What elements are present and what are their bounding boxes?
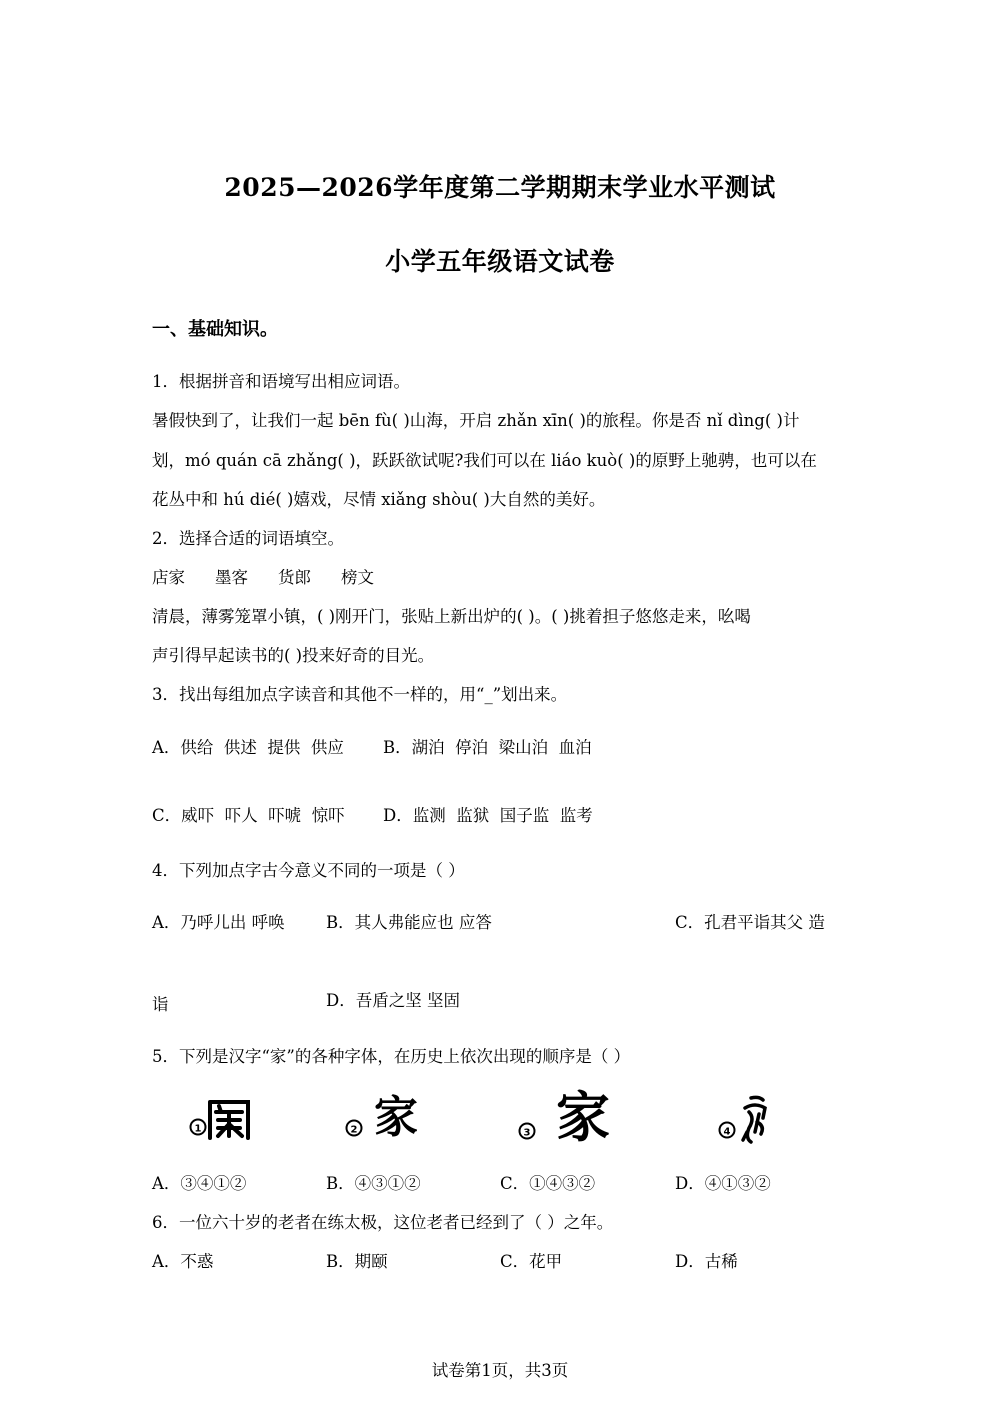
glyph-3-image: [515, 1088, 625, 1148]
q2-line-2: 声引得早起读书的( )投来好奇的目光。: [152, 646, 435, 665]
q6-option-a: A．不惑: [152, 1252, 214, 1271]
q2-stem: 2．选择合适的词语填空。: [152, 529, 344, 548]
q5-option-c: C．①④③②: [500, 1174, 596, 1193]
q5-option-b: B．④③①②: [326, 1174, 421, 1193]
page-footer: 试卷第1页，共3页: [431, 1361, 569, 1380]
q3-option-c: C．威吓 吓人 吓唬 惊吓: [152, 806, 345, 825]
exam-subtitle: 小学五年级语文试卷: [385, 247, 615, 276]
glyph-figure: [180, 1088, 800, 1148]
section-title: 一、基础知识。: [152, 319, 278, 340]
q4-option-d: D．吾盾之坚 坚固: [326, 991, 460, 1010]
q1-line-3: 花丛中和 hú dié( )嬉戏，尽情 xiǎng shòu( )大自然的美好。: [152, 490, 606, 509]
underline-mark: _: [484, 685, 493, 704]
q4-stem: 4．下列加点字古今意义不同的一项是（ ）: [152, 861, 465, 880]
q6-option-b: B．期颐: [326, 1252, 388, 1271]
q2-word: 货郎: [278, 568, 311, 587]
svg-text:4: 4: [723, 1126, 731, 1138]
q2-word: 店家: [152, 568, 185, 587]
q2-line-1: 清晨，薄雾笼罩小镇，( )刚开门，张贴上新出炉的( )。( )挑着担子悠悠走来，吆喝: [152, 607, 751, 626]
q6-option-c: C．花甲: [500, 1252, 563, 1271]
exam-title: 2025—2026学年度第二学期期末学业水平测试: [224, 173, 776, 202]
q5-option-d: D．④①③②: [675, 1174, 771, 1193]
svg-text:1: 1: [194, 1123, 202, 1135]
q3-option-b: B．湖泊 停泊 梁山泊 血泊: [383, 738, 592, 757]
svg-text:家: 家: [556, 1088, 610, 1148]
q3-stem: 3．找出每组加点字读音和其他不一样的，用“_”划出来。: [152, 685, 568, 704]
svg-text:2: 2: [350, 1124, 358, 1136]
svg-text:3: 3: [523, 1127, 531, 1139]
q2-word: 墨客: [215, 568, 248, 587]
q6-option-d: D．古稀: [675, 1252, 738, 1271]
q4-option-a: A．乃呼儿出 呼唤: [152, 913, 285, 932]
q4-option-c-continued: 诣: [152, 995, 169, 1014]
q4-option-b: B．其人弗能应也 应答: [326, 913, 492, 932]
q3-option-a: A．供给 供述 提供 供应: [152, 738, 344, 757]
q3-option-d: D．监测 监狱 国子监 监考: [383, 806, 593, 825]
q5-option-a: A．③④①②: [152, 1174, 247, 1193]
glyph-2-image: [344, 1088, 434, 1148]
q1-line-1: 暑假快到了，让我们一起 bēn fù( )山海，开启 zhǎn xīn( )的旅程。你是否 nǐ dìng( )计: [152, 411, 800, 430]
q1-stem: 1．根据拼音和语境写出相应词语。: [152, 372, 410, 391]
q1-line-2: 划，mó quán cā zhǎng( )，跃跃欲试呢?我们可以在 liáo kuò( )的原野上驰骋，也可以在: [152, 451, 817, 470]
q6-stem: 6．一位六十岁的老者在练太极，这位老者已经到了（ ）之年。: [152, 1213, 614, 1232]
q5-stem: 5．下列是汉字“家”的各种字体，在历史上依次出现的顺序是（ ）: [152, 1047, 631, 1066]
q2-word: 榜文: [341, 568, 374, 587]
q4-option-c: C．孔君平诣其父 造: [675, 913, 825, 932]
svg-text:家: 家: [374, 1092, 418, 1143]
glyph-1-image: [188, 1088, 258, 1148]
q2-word-bank: [152, 567, 852, 589]
glyph-4-image: [715, 1088, 785, 1148]
